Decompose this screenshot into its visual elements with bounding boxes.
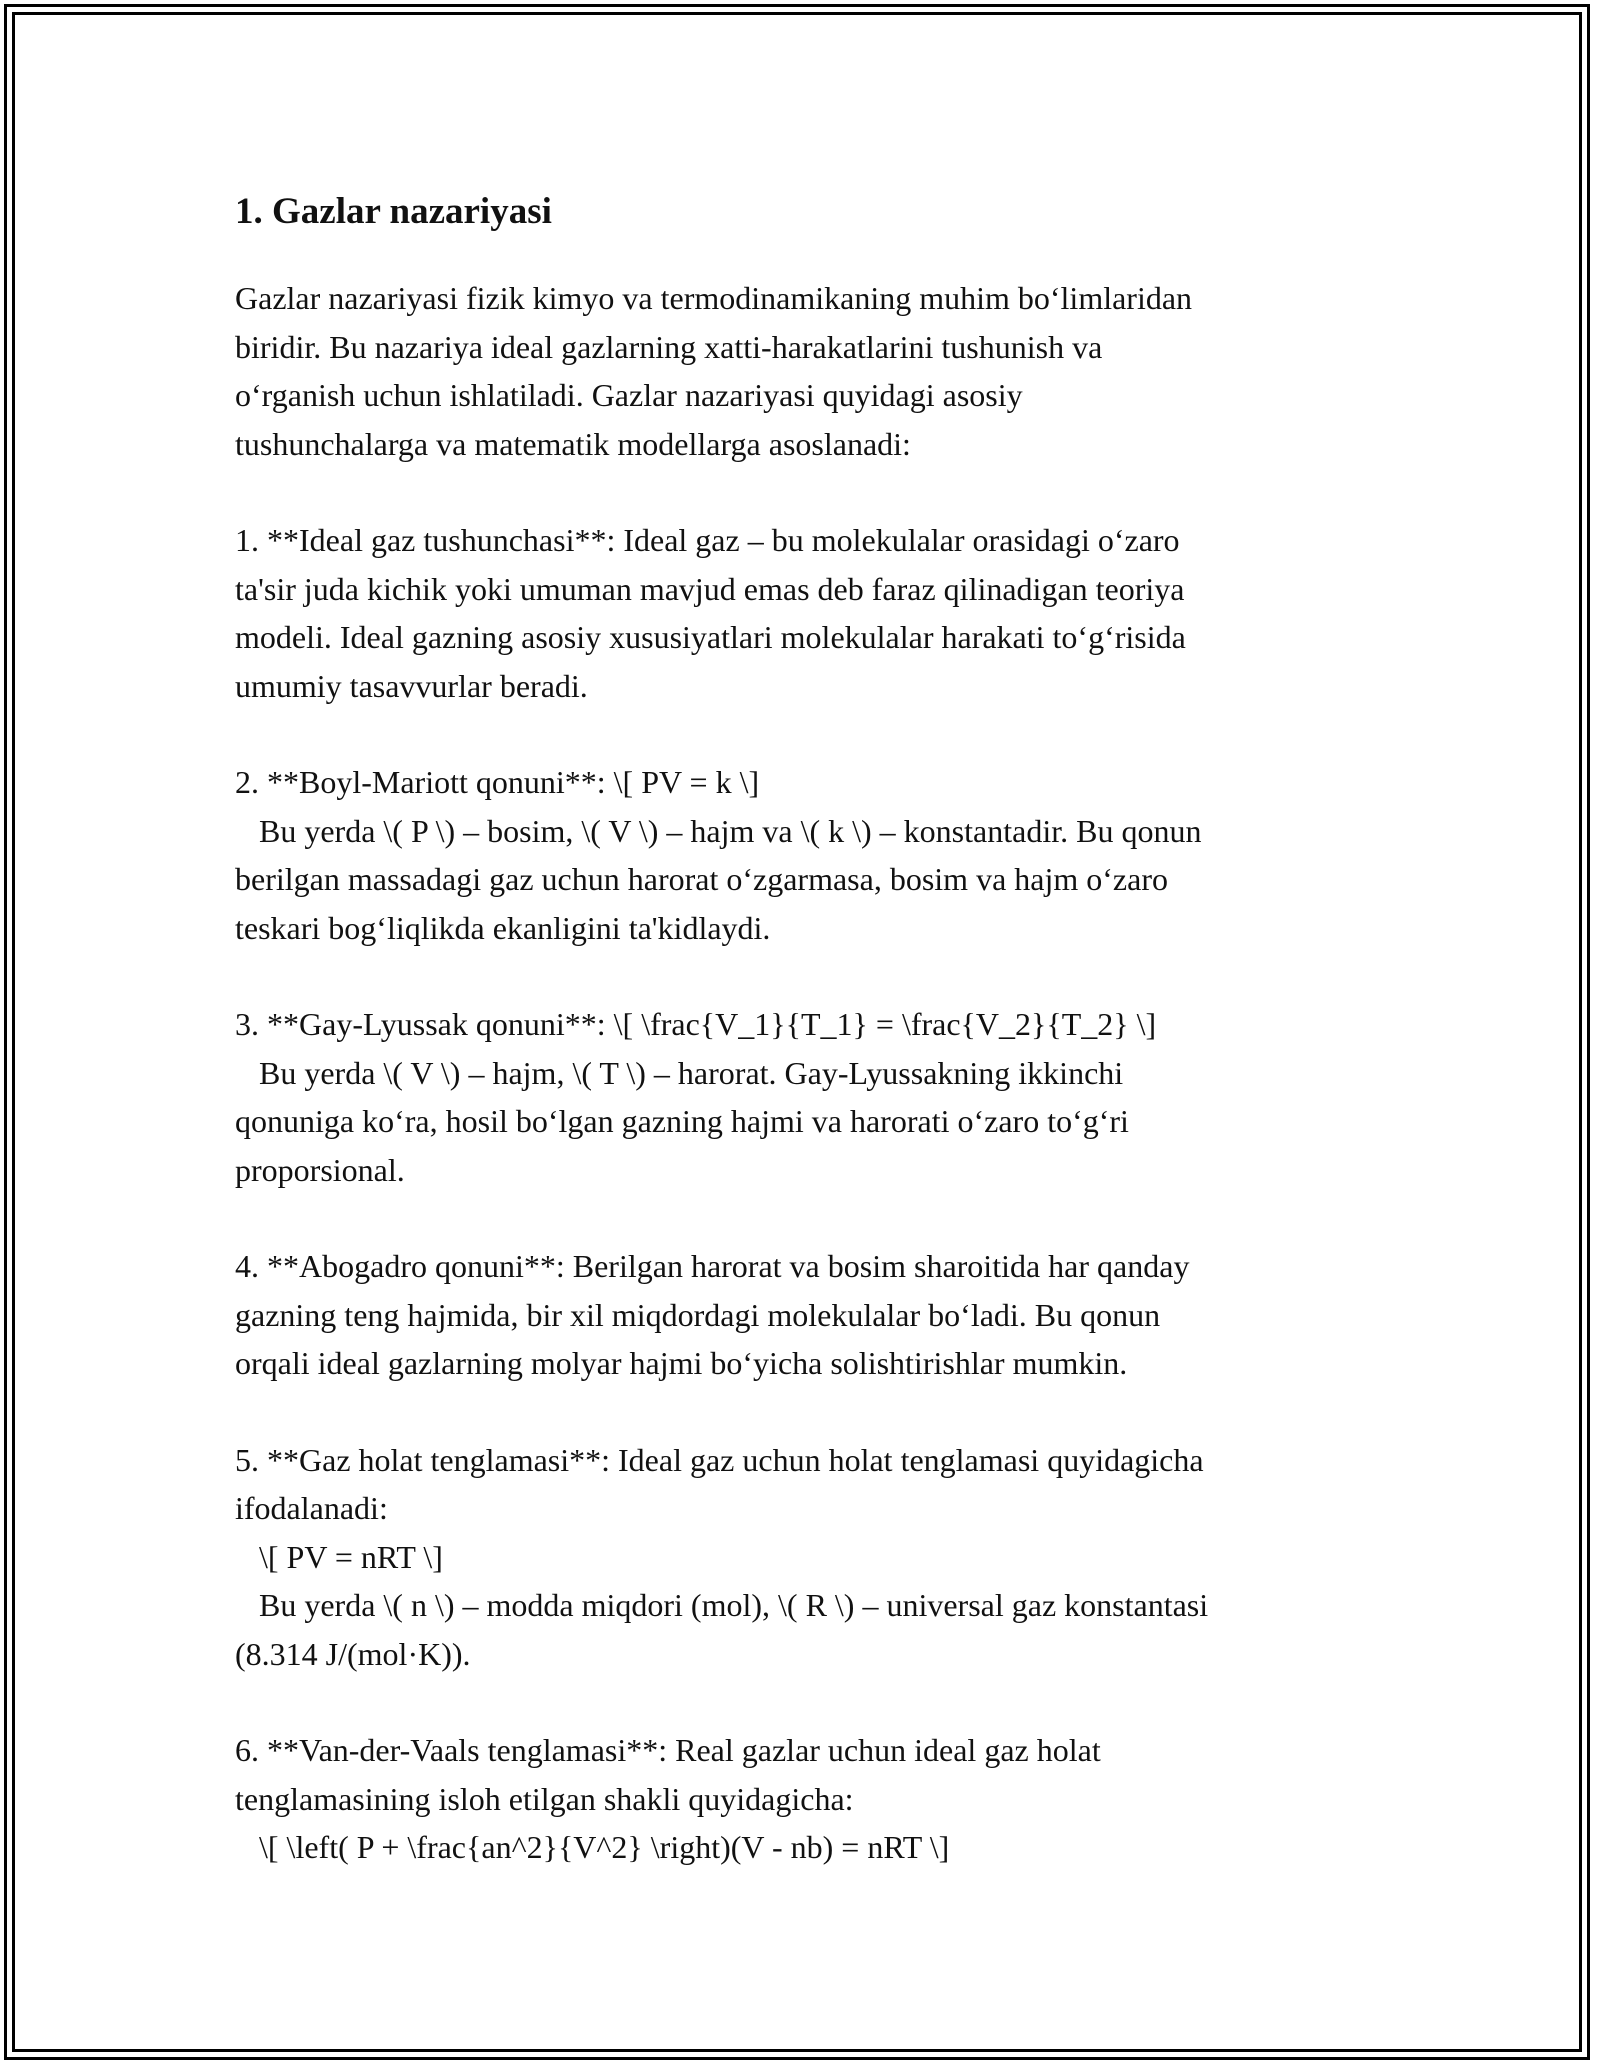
text-line: tenglamasining isloh etilgan shakli quyidagicha: [235,1780,854,1817]
document-body [235,186,1365,1920]
text-line: Bu yerda \( V \) – hajm, \( T \) – harorat. Gay-Lyussakning ikkinchi [235,1054,1124,1091]
text-line: umumiy tasavvurlar beradi. [235,667,588,704]
text-line: Bu yerda \( n \) – modda miqdori (mol), \( R \) – universal gaz konstantasi [235,1587,1209,1623]
paragraph-1 [235,274,1365,468]
paragraph-3 [235,758,1365,952]
text-line: 6. **Van-der-Vaals tenglamasi**: Real gazlar uchun ideal gaz holat [235,1732,1101,1768]
paragraph-4 [235,1000,1365,1194]
paragraph-5 [235,1242,1365,1388]
text-line: orqali ideal gazlarning molyar hajmi bo‘yicha solishtirishlar mumkin. [235,1345,1128,1381]
paragraph-list [235,274,1365,1872]
document-title: 1. Gazlar nazariyasi [235,191,552,232]
paragraph-2 [235,516,1365,710]
text-line: (8.314 J/(mol·K)). [235,1635,471,1672]
text-line: qonuniga ko‘ra, hosil bo‘lgan gazning hajmi va harorati o‘zaro to‘g‘ri [235,1103,1129,1139]
text-line: tushunchalarga va matematik modellarga asoslanadi: [235,425,911,462]
text-line: Gazlar nazariyasi fizik kimyo va termodinamikaning muhim bo‘limlaridan [235,280,1193,316]
text-line: \[ PV = nRT \] [235,1538,443,1575]
text-line: modeli. Ideal gazning asosiy xususiyatlari molekulalar harakati to‘g‘risida [235,619,1186,655]
text-line: gazning teng hajmida, bir xil miqdordagi molekulalar bo‘ladi. Bu qonun [235,1296,1161,1333]
text-line: ta'sir juda kichik yoki umuman mavjud emas deb faraz qilinadigan teoriya [235,570,1185,607]
text-line: proporsional. [235,1151,405,1188]
text-line: ifodalanadi: [235,1490,388,1526]
text-line: biridir. Bu nazariya ideal gazlarning xatti-harakatlarini tushunish va [235,328,1103,365]
paragraph-6 [235,1436,1365,1679]
text-line: o‘rganish uchun ishlatiladi. Gazlar nazariyasi quyidagi asosiy [235,377,1023,413]
text-line: 3. **Gay-Lyussak qonuni**: \[ \frac{V_1}{T_1} = \frac{V_2}{T_2} \] [235,1006,1157,1042]
text-line: 1. **Ideal gaz tushunchasi**: Ideal gaz – bu molekulalar orasidagi o‘zaro [235,522,1180,558]
text-line: berilgan massadagi gaz uchun harorat o‘zgarmasa, bosim va hajm o‘zaro [235,861,1168,897]
text-line: Bu yerda \( P \) – bosim, \( V \) – hajm va \( k \) – konstantadir. Bu qonun [235,812,1202,849]
text-line: 4. **Abogadro qonuni**: Berilgan harorat va bosim sharoitida har qanday [235,1248,1190,1284]
text-line: 5. **Gaz holat tenglamasi**: Ideal gaz uchun holat tenglamasi quyidagicha [235,1441,1204,1478]
text-line: 2. **Boyl-Mariott qonuni**: \[ PV = k \] [235,764,760,800]
paragraph-7 [235,1726,1365,1872]
text-line: \[ \left( P + \frac{an^2}{V^2} \right)(V - nb) = nRT \] [235,1829,950,1865]
text-line: teskari bog‘liqlikda ekanligini ta'kidlaydi. [235,909,771,946]
